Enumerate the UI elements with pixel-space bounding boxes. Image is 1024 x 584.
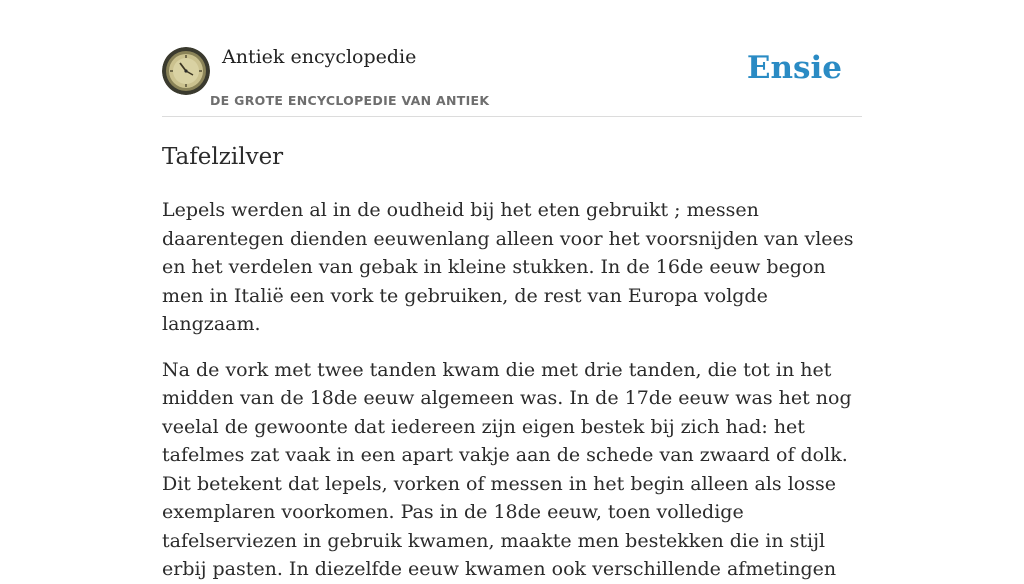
site-subtitle: DE GROTE ENCYCLOPEDIE VAN ANTIEK [210,93,490,108]
article-paragraph: Lepels werden al in de oudheid bij het eten gebruikt ; messen daarentegen dienden eeuwenlang alleen voor het voorsnijden van vlees en het verdelen van gebak in kleine stukken. In de 16de eeuw begon men in Italië een vork te gebruiken, de rest van Europa volgde langzaam. [162,199,854,335]
site-header [162,0,862,117]
page [162,0,862,584]
article-paragraph: Na de vork met twee tanden kwam die met drie tanden, die tot in het midden van de 18de eeuw algemeen was. In de 17de eeuw was het nog veelal de gewoonte dat iedereen zijn eigen bestek bij zich had: het tafelmes zat vaak in een apart vakje aan de schede van zwaard of dolk. Dit betekent dat lepels, vorken of messen in het begin alleen als losse exemplaren voorkomen. Pas in de 18de eeuw, toen volledige tafelserviezen in gebruik kwamen, maakte men bestekken die in stijl erbij pasten. In diezelfde eeuw kwamen ook verschillende afmetingen [162,358,852,580]
site-title[interactable]: Antiek encyclopedie [222,46,417,68]
article-title: Tafelzilver [162,144,284,170]
antique-clock-icon[interactable] [162,47,210,95]
brand-logo-link[interactable]: Ensie [746,50,842,86]
